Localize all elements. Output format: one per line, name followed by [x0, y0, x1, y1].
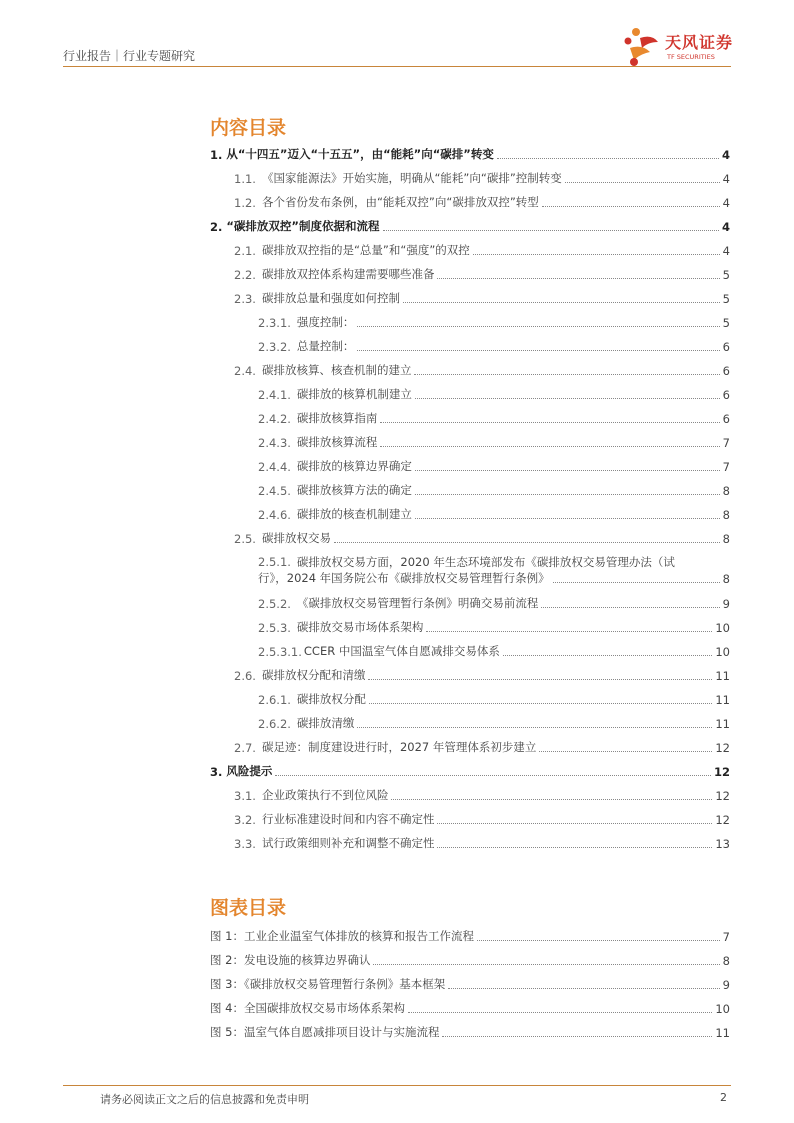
- toc-entry[interactable]: [210, 290, 730, 306]
- toc-entry-page: 4: [722, 196, 730, 210]
- toc-entry-line-2: [258, 570, 730, 586]
- figure-entry-page: 8: [722, 954, 730, 968]
- toc-entry[interactable]: [210, 619, 730, 635]
- toc-entry[interactable]: [210, 482, 730, 498]
- toc-entry-page: 13: [715, 837, 730, 851]
- toc-entry-text: 碳排放交易市场体系架构: [296, 620, 424, 634]
- toc-entry[interactable]: [210, 266, 730, 282]
- toc-entry-number: 2.6.2.: [258, 717, 291, 731]
- toc-leader-dots: [357, 326, 719, 327]
- toc-entry[interactable]: [210, 667, 730, 683]
- toc-entry-page: 12: [715, 741, 730, 755]
- toc-entry-page: 4: [721, 148, 730, 162]
- toc-leader-dots: [503, 655, 712, 656]
- toc-entry-number: 2.4.: [234, 364, 256, 378]
- toc-entry-text: 碳排放权交易: [261, 531, 331, 545]
- toc-leader-dots: [414, 374, 719, 375]
- footer-disclaimer: 请务必阅读正文之后的信息披露和免责申明: [100, 1093, 309, 1106]
- toc-entry-text: 总量控制：: [296, 339, 355, 353]
- toc-entry[interactable]: [210, 362, 730, 378]
- toc-entry-text: 碳排放的核算边界确定: [296, 459, 412, 473]
- logo-text-cn: 天风证券: [665, 33, 734, 52]
- logo-text-en: TF SECURITIES: [667, 53, 715, 61]
- toc-entry-text: 从“十四五”迈入“十五五”，由“能耗”向“碳排”转变: [226, 147, 494, 161]
- toc-entry-text: 各个省份发布条例，由“能耗双控”向“碳排放双控”转型: [261, 195, 539, 209]
- toc-leader-dots: [368, 679, 712, 680]
- figure-entry-page: 10: [715, 1002, 730, 1016]
- toc-entry-page: 7: [722, 436, 730, 450]
- toc-entry[interactable]: [210, 811, 730, 827]
- toc-entry-text: 强度控制：: [296, 315, 355, 329]
- toc-entry-number: 2.5.: [234, 532, 256, 546]
- toc-entry-text: “碳排放双控”制度依据和流程: [226, 219, 380, 233]
- toc-entry-number: 2.1.: [234, 244, 256, 258]
- toc-entry-page: 8: [722, 508, 730, 522]
- toc-entry-page: 8: [722, 532, 730, 546]
- toc-entry-page: 8: [722, 484, 730, 498]
- toc-entry-page: 12: [713, 765, 730, 779]
- figure-entry-text: 图 4：全国碳排放权交易市场体系架构: [210, 1001, 405, 1015]
- toc-entry-text: 碳排放双控体系构建需要哪些准备: [261, 267, 435, 281]
- toc-leader-dots: [383, 230, 719, 231]
- toc-entry-page: 6: [722, 412, 730, 426]
- page-number: 2: [720, 1091, 727, 1104]
- toc-entry-page: 6: [722, 340, 730, 354]
- figure-entry[interactable]: [210, 952, 730, 968]
- toc-entry[interactable]: [210, 194, 730, 210]
- toc-leader-dots: [357, 727, 712, 728]
- toc-entry-text: 碳排放双控指的是“总量”和“强度”的双控: [261, 243, 470, 257]
- toc-leader-dots: [541, 607, 719, 608]
- toc-entry-page: 4: [721, 220, 730, 234]
- toc-entry-page: 9: [722, 597, 730, 611]
- figure-entry-text: 图 2：发电设施的核算边界确认: [210, 953, 371, 967]
- toc-entry-page: 11: [715, 693, 730, 707]
- toc-entry-number: 2.5.1.: [258, 555, 291, 569]
- toc-leader-dots: [334, 542, 720, 543]
- toc-entry[interactable]: [210, 643, 730, 659]
- toc-entry-line-1: [258, 554, 675, 570]
- toc-entry-number: 2.5.2.: [258, 597, 291, 611]
- toc-leader-dots: [275, 775, 711, 776]
- toc-entry-page: 4: [722, 172, 730, 186]
- toc-entry-text: 碳排放清缴: [296, 716, 355, 730]
- toc-entry-number: 2.3.2.: [258, 340, 291, 354]
- toc-leader-dots: [415, 518, 720, 519]
- logo-mark-icon: [622, 24, 664, 68]
- toc-entry-number: 3.: [210, 765, 223, 779]
- toc-leader-dots: [437, 278, 719, 279]
- toc-entry-text: 碳足迹：制度建设进行时，2027 年管理体系初步建立: [261, 740, 537, 754]
- toc-entry[interactable]: [210, 434, 730, 450]
- toc-entry-text: 碳排放总量和强度如何控制: [261, 291, 400, 305]
- toc-entry-number: 2.4.2.: [258, 412, 291, 426]
- toc-entry[interactable]: [210, 218, 730, 234]
- toc-title: 内容目录: [210, 117, 287, 139]
- figure-leader-dots: [477, 940, 720, 941]
- toc-entry[interactable]: [210, 835, 730, 851]
- toc-leader-dots: [369, 703, 712, 704]
- toc-entry-number: 2.6.1.: [258, 693, 291, 707]
- toc-entry-number: 2.2.: [234, 268, 256, 282]
- toc-entry[interactable]: [210, 763, 730, 779]
- toc-leader-dots: [403, 302, 720, 303]
- toc-entry-number: 2.5.3.: [258, 621, 291, 635]
- toc-entry[interactable]: [210, 146, 730, 162]
- toc-entry-text: 碳排放权分配和清缴: [261, 668, 366, 682]
- toc-entry-page: 5: [722, 292, 730, 306]
- toc-entry-page: 6: [722, 388, 730, 402]
- report-category: 行业报告｜行业专题研究: [63, 49, 196, 63]
- toc-leader-dots: [415, 398, 720, 399]
- figure-entry-text: 图 5：温室气体自愿减排项目设计与实施流程: [210, 1025, 440, 1039]
- toc-entry-text: 试行政策细则补充和调整不确定性: [261, 836, 435, 850]
- toc-entry-number: 2.3.: [234, 292, 256, 306]
- toc-entry[interactable]: [210, 338, 730, 354]
- toc-entry[interactable]: [210, 386, 730, 402]
- toc-entry-text: 《国家能源法》开始实施，明确从“能耗”向“碳排”控制转变: [261, 171, 562, 185]
- toc-entry-page: 11: [715, 717, 730, 731]
- figure-entry-text: 图 1：工业企业温室气体排放的核算和报告工作流程: [210, 929, 474, 943]
- toc-entry-text: 《碳排放权交易管理暂行条例》明确交易前流程: [296, 596, 539, 610]
- toc-entry-number: 2.6.: [234, 669, 256, 683]
- toc-leader-dots: [539, 751, 712, 752]
- toc-entry[interactable]: [210, 458, 730, 474]
- toc-leader-dots: [380, 422, 719, 423]
- figure-entry-page: 11: [715, 1026, 730, 1040]
- figure-entry-text: 图 3：《碳排放权交易管理暂行条例》基本框架: [210, 977, 446, 991]
- toc-entry-number: 1.1.: [234, 172, 256, 186]
- header-divider: [63, 66, 731, 67]
- toc-entry-number: 1.: [210, 148, 223, 162]
- figure-leader-dots: [448, 988, 719, 989]
- footer-divider: [63, 1085, 731, 1086]
- toc-entry-number: 2.3.1.: [258, 316, 291, 330]
- toc-entry[interactable]: [210, 530, 730, 546]
- figure-entry[interactable]: [210, 928, 730, 944]
- toc-entry-number: 2.7.: [234, 741, 256, 755]
- toc-entry[interactable]: [210, 715, 730, 731]
- toc-leader-dots: [565, 182, 720, 183]
- toc-entry-page: 6: [722, 364, 730, 378]
- toc-leader-dots: [497, 158, 719, 159]
- toc-entry-text: 碳排放核算指南: [296, 411, 378, 425]
- toc-entry[interactable]: [210, 691, 730, 707]
- toc-leader-dots: [415, 494, 720, 495]
- toc-entry-page: 5: [722, 268, 730, 282]
- toc-entry-page: 10: [715, 645, 730, 659]
- figure-entry-page: 7: [722, 930, 730, 944]
- toc-entry[interactable]: [210, 506, 730, 522]
- toc-entry-number: 1.2.: [234, 196, 256, 210]
- figure-entry[interactable]: [210, 1024, 730, 1040]
- figure-entry-page: 9: [722, 978, 730, 992]
- toc-entry-text: 企业政策执行不到位风险: [261, 788, 389, 802]
- toc-entry-number: 2.4.5.: [258, 484, 291, 498]
- toc-entry-text: CCER 中国温室气体自愿减排交易体系: [303, 644, 500, 658]
- toc-entry-text-line2: 行》，2024 年国务院公布《碳排放权交易管理暂行条例》: [258, 571, 550, 585]
- figure-entry[interactable]: [210, 1000, 730, 1016]
- toc-entry-page: 12: [715, 789, 730, 803]
- figure-leader-dots: [408, 1012, 712, 1013]
- toc-entry[interactable]: [210, 170, 730, 186]
- toc-entry-text: 风险提示: [226, 764, 273, 778]
- toc-leader-dots: [415, 470, 720, 471]
- toc-entry-page: 12: [715, 813, 730, 827]
- toc-leader-dots: [437, 847, 712, 848]
- toc-entry-page: 11: [715, 669, 730, 683]
- toc-entry-number: 2.5.3.1.: [258, 645, 302, 659]
- toc-leader-dots: [391, 799, 712, 800]
- toc-entry-text: 碳排放核算、核查机制的建立: [261, 363, 412, 377]
- company-logo: [622, 24, 742, 68]
- toc-entry-page: 4: [722, 244, 730, 258]
- toc-leader-dots: [542, 206, 720, 207]
- toc-entry-page: 5: [722, 316, 730, 330]
- toc-entry-page: 10: [715, 621, 730, 635]
- toc-entry-number: 3.2.: [234, 813, 256, 827]
- toc-entry[interactable]: [210, 787, 730, 803]
- toc-entry-multiline[interactable]: [210, 554, 730, 588]
- toc-entry-number: 2.4.1.: [258, 388, 291, 402]
- toc-entry-page: 7: [722, 460, 730, 474]
- toc-leader-dots: [553, 582, 720, 583]
- toc-entry-text: 碳排放的核查机制建立: [296, 507, 412, 521]
- toc-entry-number: 2.4.6.: [258, 508, 291, 522]
- toc-leader-dots: [437, 823, 712, 824]
- toc-entry[interactable]: [210, 595, 730, 611]
- toc-entry-number: 2.4.3.: [258, 436, 291, 450]
- toc-entry-text: 碳排放的核算机制建立: [296, 387, 412, 401]
- toc-entry[interactable]: [210, 410, 730, 426]
- toc-entry[interactable]: [210, 314, 730, 330]
- toc-entry-number: 3.3.: [234, 837, 256, 851]
- figure-leader-dots: [442, 1036, 712, 1037]
- toc-leader-dots: [473, 254, 720, 255]
- toc-entry-text: 行业标准建设时间和内容不确定性: [261, 812, 435, 826]
- figures-title: 图表目录: [210, 897, 287, 919]
- toc-leader-dots: [357, 350, 719, 351]
- toc-entry-page: 8: [722, 572, 730, 586]
- toc-entry-text: 碳排放权分配: [296, 692, 366, 706]
- toc-entry[interactable]: [210, 739, 730, 755]
- toc-leader-dots: [426, 631, 712, 632]
- toc-entry-text: 碳排放核算方法的确定: [296, 483, 412, 497]
- figure-leader-dots: [373, 964, 719, 965]
- toc-entry[interactable]: [210, 242, 730, 258]
- toc-entry-number: 3.1.: [234, 789, 256, 803]
- figure-entry[interactable]: [210, 976, 730, 992]
- toc-entry-text-line1: 碳排放权交易方面，2020 年生态环境部发布《碳排放权交易管理办法（试: [296, 555, 675, 569]
- toc-leader-dots: [380, 446, 719, 447]
- toc-entry-number: 2.: [210, 220, 223, 234]
- toc-entry-number: 2.4.4.: [258, 460, 291, 474]
- toc-entry-text: 碳排放核算流程: [296, 435, 378, 449]
